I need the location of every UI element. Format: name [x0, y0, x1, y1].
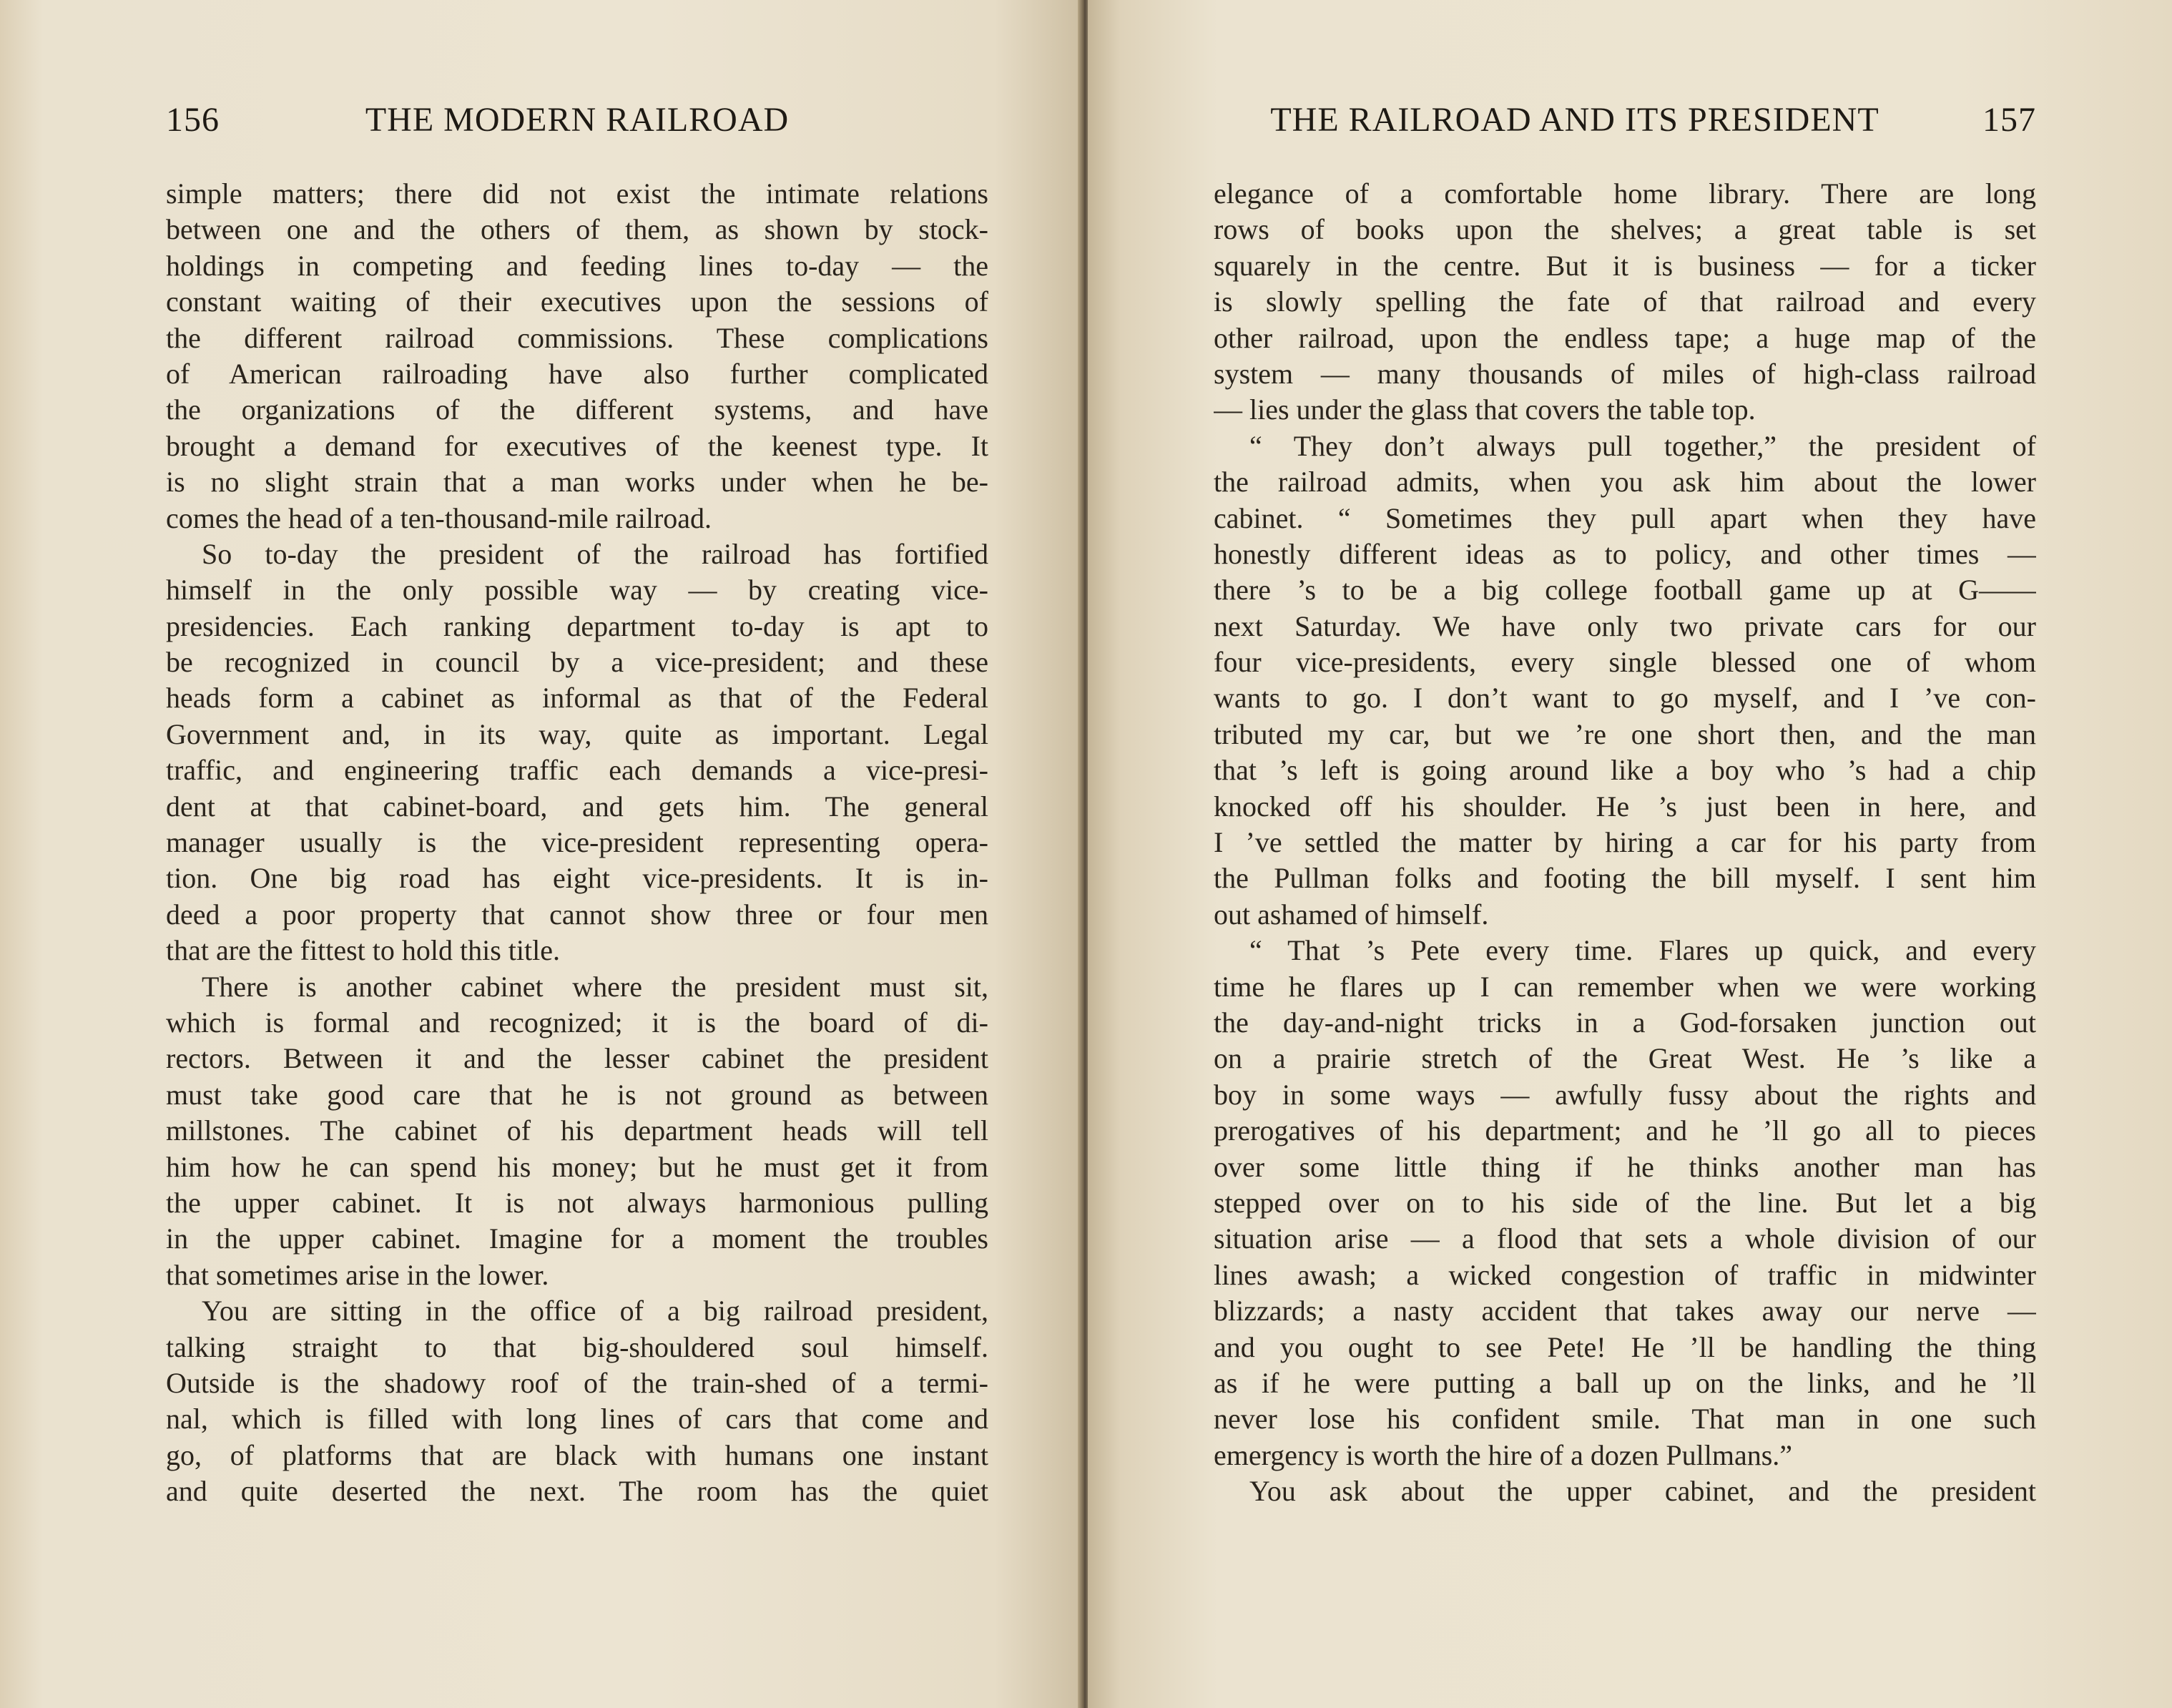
text-line: in the upper cabinet. Imagine for a moment the troubles — [166, 1222, 988, 1255]
text-line: between one and the others of them, as shown by stock- — [166, 213, 988, 246]
text-line: of American railroading have also further complicated — [166, 357, 988, 390]
text-line: him how he can spend his money; but he must get it from — [166, 1150, 988, 1183]
text-line: comes the head of a ten-thousand-mile railroad. — [166, 501, 712, 534]
text-line: cabinet. “ Sometimes they pull apart when they have — [1214, 501, 2036, 534]
text-line: traffic, and engineering traffic each demands a vice-presi- — [166, 754, 988, 787]
right-page-header — [1214, 100, 2036, 157]
text-line: Government and, in its way, quite as important. Legal — [166, 717, 988, 750]
text-line: “ That ’s Pete every time. Flares up quick, and every — [1249, 934, 2036, 967]
left-page-header — [166, 100, 988, 157]
text-line: tributed my car, but we ’re one short then, and the man — [1214, 717, 2036, 750]
text-line: is slowly spelling the fate of that railroad and every — [1214, 285, 2036, 318]
text-line: honestly different ideas as to policy, and other times — — [1214, 537, 2036, 570]
text-line: next Saturday. We have only two private cars for our — [1214, 609, 2036, 642]
text-line: lines awash; a wicked congestion of traffic in midwinter — [1214, 1258, 2036, 1291]
text-line: constant waiting of their executives upon the sessions of — [166, 285, 988, 318]
text-line: the organizations of the different systems, and have — [166, 393, 988, 426]
text-line: You ask about the upper cabinet, and the president — [1249, 1475, 2036, 1508]
text-line: boy in some ways — awfully fussy about the rights and — [1214, 1078, 2036, 1111]
right-running-head: THE RAILROAD AND ITS PRESIDENT — [1270, 101, 1879, 139]
left-page-body — [166, 176, 988, 1509]
text-line: that ’s left is going around like a boy who ’s had a chip — [1214, 754, 2036, 787]
text-line: heads form a cabinet as informal as that of the Federal — [166, 682, 988, 715]
text-line: millstones. The cabinet of his department heads will tell — [166, 1114, 988, 1147]
text-line: never lose his confident smile. That man in one such — [1214, 1403, 2036, 1435]
text-line: presidencies. Each ranking department to-day is apt to — [166, 609, 988, 642]
text-line: the day-and-night tricks in a God-forsaken junction out — [1214, 1006, 2036, 1039]
right-page-number: 157 — [1982, 101, 2036, 139]
left-running-head: THE MODERN RAILROAD — [365, 101, 790, 139]
text-line: as if he were putting a ball up on the links, and he ’ll — [1214, 1366, 2036, 1399]
text-line: the upper cabinet. It is not always harmonious pulling — [166, 1186, 988, 1219]
text-line: There is another cabinet where the president must sit, — [202, 970, 988, 1003]
text-line: You are sitting in the office of a big railroad president, — [202, 1295, 988, 1327]
text-line: that sometimes arise in the lower. — [166, 1258, 549, 1291]
text-line: there ’s to be a big college football game up at G—— — [1214, 574, 2036, 607]
left-page-number: 156 — [166, 101, 220, 139]
text-line: talking straight to that big-shouldered soul himself. — [166, 1330, 988, 1363]
text-line: rectors. Between it and the lesser cabinet the president — [166, 1042, 988, 1075]
text-line: the different railroad commissions. These complications — [166, 321, 988, 354]
text-line: brought a demand for executives of the keenest type. It — [166, 429, 988, 462]
text-line: system — many thousands of miles of high-class railroad — [1214, 357, 2036, 390]
text-line: holdings in competing and feeding lines to-day — the — [166, 249, 988, 282]
text-line: blizzards; a nasty accident that takes away our nerve — — [1214, 1295, 2036, 1327]
text-line: prerogatives of his department; and he ’ll go all to pieces — [1214, 1114, 2036, 1147]
text-line: the railroad admits, when you ask him about the lower — [1214, 466, 2036, 499]
text-line: elegance of a comfortable home library. There are long — [1214, 177, 2036, 210]
text-line: must take good care that he is not ground as between — [166, 1078, 988, 1111]
text-line: out ashamed of himself. — [1214, 898, 1489, 931]
text-line: So to-day the president of the railroad has fortified — [202, 537, 988, 570]
text-line: which is formal and recognized; it is the board of di- — [166, 1006, 988, 1039]
text-line: nal, which is filled with long lines of cars that come and — [166, 1403, 988, 1435]
text-line: on a prairie stretch of the Great West. He ’s like a — [1214, 1042, 2036, 1075]
text-line: go, of platforms that are black with humans one instant — [166, 1438, 988, 1471]
text-line: other railroad, upon the endless tape; a huge map of the — [1214, 321, 2036, 354]
text-line: himself in the only possible way — by creating vice- — [166, 574, 988, 607]
text-line: simple matters; there did not exist the intimate relations — [166, 177, 988, 210]
left-page — [0, 0, 1081, 1708]
text-line: and quite deserted the next. The room has the quiet — [166, 1475, 988, 1508]
text-line: “ They don’t always pull together,” the president of — [1249, 429, 2036, 462]
text-line: deed a poor property that cannot show three or four men — [166, 898, 988, 931]
text-line: I ’ve settled the matter by hiring a car for his party from — [1214, 826, 2036, 859]
text-line: that are the fittest to hold this title. — [166, 934, 560, 967]
text-line: squarely in the centre. But it is business — for a ticker — [1214, 249, 2036, 282]
text-line: is no slight strain that a man works under when he be- — [166, 466, 988, 499]
text-line: emergency is worth the hire of a dozen Pullmans.” — [1214, 1438, 1793, 1471]
text-line: tion. One big road has eight vice-presidents. It is in- — [166, 862, 988, 895]
text-line: stepped over on to his side of the line. But let a big — [1214, 1186, 2036, 1219]
text-line: and you ought to see Pete! He ’ll be handling the thing — [1214, 1330, 2036, 1363]
right-page-body — [1214, 176, 2036, 1509]
text-line: wants to go. I don’t want to go myself, and I ’ve con- — [1214, 682, 2036, 715]
text-line: knocked off his shoulder. He ’s just been in here, and — [1214, 790, 2036, 823]
text-line: situation arise — a flood that sets a whole division of our — [1214, 1222, 2036, 1255]
right-page — [1088, 0, 2172, 1708]
text-line: Outside is the shadowy roof of the train-shed of a termi- — [166, 1366, 988, 1399]
text-line: manager usually is the vice-president representing opera- — [166, 826, 988, 859]
text-line: over some little thing if he thinks another man has — [1214, 1150, 2036, 1183]
text-line: rows of books upon the shelves; a great table is set — [1214, 213, 2036, 246]
text-line: four vice-presidents, every single blessed one of whom — [1214, 646, 2036, 679]
text-line: be recognized in council by a vice-president; and these — [166, 646, 988, 679]
text-line: — lies under the glass that covers the table top. — [1214, 393, 1756, 426]
text-line: dent at that cabinet-board, and gets him. The general — [166, 790, 988, 823]
text-line: time he flares up I can remember when we were working — [1214, 970, 2036, 1003]
text-line: the Pullman folks and footing the bill myself. I sent him — [1214, 862, 2036, 895]
